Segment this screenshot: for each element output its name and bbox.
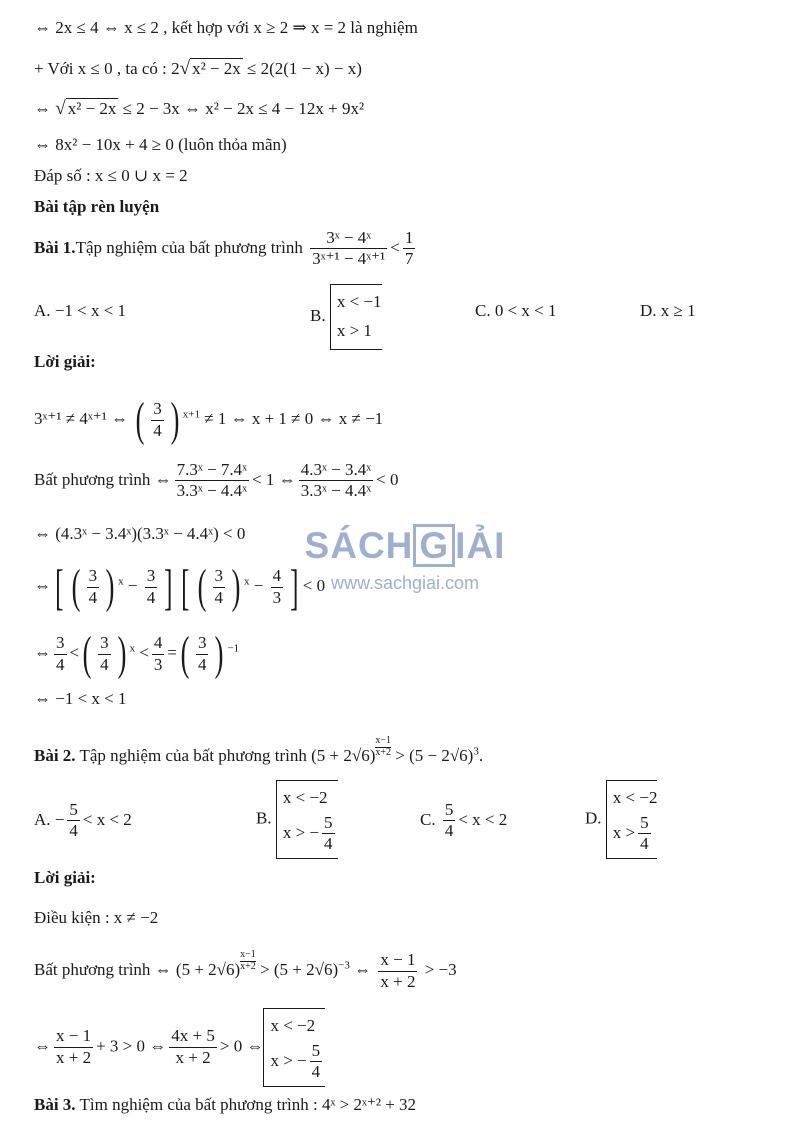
solution-line: ⇔ $\frac{x - 1}{x + 2}$ + 3 > 0 ⇔ $\frac{4x + 5}{x + 2}$ > 0 ⇔ x < −2 x > − $\frac{5}{4}$	[34, 1008, 325, 1087]
problem-2: Bài 2. Tập nghiệm của bất phương trình (5 + 2√6) $\frac{x-1}{x+2}$ > $(5 - 2√6)^3$.	[34, 735, 484, 766]
option-d: D. x ≥ 1	[640, 301, 696, 320]
problem-3: Bài 3. Tìm nghiệm của bất phương trình : 4ˣ > 2ˣ⁺² + 32	[34, 1095, 417, 1114]
section-heading: Bài tập rèn luyện	[34, 197, 160, 216]
solution-heading: Lời giải:	[34, 868, 96, 887]
solution-heading: Lời giải:	[34, 352, 96, 371]
solution-line: 3ˣ⁺¹ ≠ 4ˣ⁺¹ ⇔ ( $\frac{3}{4}$ ) $^{x+1}$ ≠ 1 ⇔ x + 1 ≠ 0 ⇔ x ≠ −1	[34, 393, 384, 446]
solution-line: Bất phương trình ⇔ (5 + 2√6) $\frac{x-1}{x+2}$ > $(5 + 2√6)^{-3}$ ⇔ $\frac{x - 1}{x + 2}$ > −3	[34, 949, 457, 991]
solution-line: ⇔ (4.3ˣ − 3.4ˣ)(3.3ˣ − 4.4ˣ) < 0	[34, 524, 246, 543]
option-a: A. − $\frac{5}{4}$ < x < 2	[34, 800, 132, 841]
problem-1: Bài 1.Tập nghiệm của bất phương trình $\frac{\text{3ˣ − 4ˣ}}{\text{3ˣ⁺¹ − 4ˣ⁺¹}}$ < $\frac{1}{7}$	[34, 228, 414, 269]
watermark-logo: SÁCH G IẢI www.sachgiai.com	[304, 525, 506, 593]
option-c: C. $\frac{5}{4}$ < x < 2	[420, 800, 508, 841]
answer-line: Đáp số : x ≤ 0 ∪ x = 2	[34, 166, 188, 185]
fraction: $\frac{1}{7}$	[404, 228, 414, 269]
option-b: B. x < −2 x > − $\frac{5}{4}$	[256, 780, 338, 859]
solution-line: ⇔ $\frac{3}{4}$ <( $\frac{3}{4}$ ) $^x$ < $\frac{4}{3}$ =( $\frac{3}{4}$ ) $^{-1}$	[34, 627, 240, 680]
solution-line: Điều kiện : x ≠ −2	[34, 908, 159, 927]
solution-line: Bất phương trình ⇔ $\frac{\text{7.3ˣ − 7.4ˣ}}{\text{3.3ˣ − 4.4ˣ}}$ < 1 ⇔ $\frac{\text{4.3ˣ − 3.4ˣ}}{\text{3.3ˣ − 4.4ˣ}}$ < 0	[34, 460, 399, 501]
option-b: B. x < −1 x > 1	[310, 284, 382, 350]
text-line: ⇔ 2x ≤ 4 ⇔ x ≤ 2 , kết hợp với x ≥ 2 ⇒ x = 2 là nghiệm	[34, 18, 418, 37]
option-d: D. x < −2 x > $\frac{5}{4}$	[585, 780, 657, 859]
solution-line: ⇔[ ( $\frac{3}{4}$ ) $^x$ − $\frac{3}{4}$ ] [ ( $\frac{3}{4}$ ) $^x$ − $\frac{4}{3}$ ] < 0	[34, 559, 326, 615]
text-line: ⇔ 8x² − 10x + 4 ≥ 0 (luôn thỏa mãn)	[34, 135, 287, 154]
solution-line: ⇔ −1 < x < 1	[34, 689, 127, 708]
bracket-system: x < −1 x > 1	[330, 284, 382, 350]
fraction: $\frac{\text{3ˣ − 4ˣ}}{\text{3ˣ⁺¹ − 4ˣ⁺¹}}$	[312, 228, 386, 269]
option-a: A. −1 < x < 1	[34, 301, 127, 320]
text-line: + Với x ≤ 0 , ta có : 2√ x² − 2x ≤ 2(2(1 − x) − x)	[34, 58, 362, 79]
option-c: C. 0 < x < 1	[475, 301, 557, 320]
text-line: ⇔ √ x² − 2x ≤ 2 − 3x ⇔ x² − 2x ≤ 4 − 12x + 9x²	[34, 98, 365, 119]
